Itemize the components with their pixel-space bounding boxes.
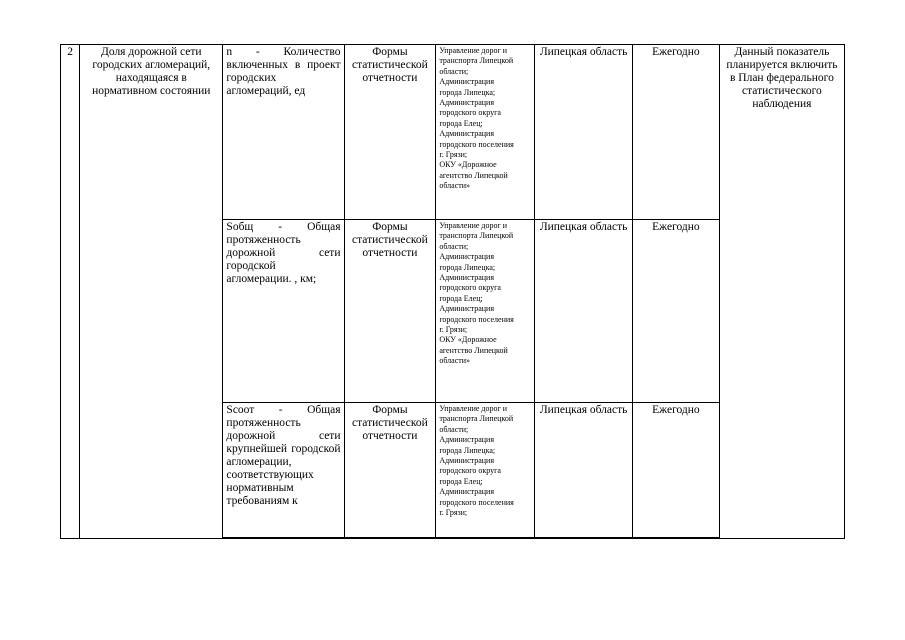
responsible-line: ОКУ «Дорожное — [439, 335, 497, 345]
responsible-line: области; — [439, 241, 469, 251]
frequency: Ежегодно — [633, 220, 720, 403]
reporting-level: Липецкая область — [535, 220, 633, 403]
responsible-line: городского округа — [439, 283, 501, 293]
responsible-line: города Липецка; — [439, 445, 496, 455]
frequency: Ежегодно — [633, 403, 720, 539]
frequency: Ежегодно — [633, 45, 720, 220]
responsible-line: Управление дорог и — [439, 404, 508, 413]
data-source: Формы статистической отчетности — [344, 403, 436, 539]
responsible-line: Управление дорог и — [439, 46, 508, 55]
responsible-line: области; — [439, 66, 469, 76]
row-number: 2 — [61, 45, 80, 539]
responsible-line: транспорта Липецкой — [439, 231, 514, 241]
responsible-line: транспорта Липецкой — [439, 56, 514, 66]
responsible-line: города Липецка; — [439, 87, 496, 97]
responsible-line: транспорта Липецкой — [439, 414, 514, 424]
indicator-name: Доля дорожной сети городских агломераций, находящаяся в нормативном состоянии — [80, 45, 223, 539]
responsible-line: Администрация — [439, 435, 495, 445]
data-source: Формы статистической отчетности — [344, 220, 436, 403]
reporting-level: Липецкая область — [535, 403, 633, 539]
responsible-bodies — [436, 45, 535, 220]
responsible-line: городского поселения — [439, 139, 514, 149]
responsible-line: Администрация — [439, 304, 495, 314]
responsible-line: ОКУ «Дорожное — [439, 160, 497, 170]
responsible-line: города Елец; — [439, 476, 483, 486]
responsible-bodies — [436, 403, 535, 539]
responsible-line: г. Грязи; — [439, 150, 468, 160]
responsible-line: Администрация — [439, 129, 495, 139]
variable-definition: n - Количество включенных в проект городских агломераций, ед — [223, 45, 344, 220]
variable-definition: Sобщ - Общая протяженность дорожной сети городской агломерации. , км; — [223, 220, 344, 403]
responsible-line: городского поселения — [439, 314, 514, 324]
responsible-bodies — [436, 220, 535, 403]
responsible-line: городского округа — [439, 466, 501, 476]
table-row — [61, 45, 845, 220]
responsible-line: города Елец; — [439, 118, 483, 128]
responsible-line: Администрация — [439, 487, 495, 497]
responsible-line: области» — [439, 356, 471, 366]
responsible-line: агентство Липецкой — [439, 170, 508, 180]
reporting-level: Липецкая область — [535, 45, 633, 220]
responsible-line: области» — [439, 181, 471, 191]
responsible-line: Администрация — [439, 98, 495, 108]
responsible-line: области; — [439, 424, 469, 434]
responsible-line: города Елец; — [439, 293, 483, 303]
responsible-line: Администрация — [439, 252, 495, 262]
responsible-line: Управление дорог и — [439, 221, 508, 230]
indicator-table — [60, 44, 845, 539]
responsible-line: Администрация — [439, 456, 495, 466]
responsible-line: агентство Липецкой — [439, 345, 508, 355]
responsible-line: городского округа — [439, 108, 501, 118]
responsible-line: городского поселения — [439, 497, 514, 507]
responsible-line: Администрация — [439, 273, 495, 283]
note: Данный показатель планируется включить в План федерального статистического наблюдения — [719, 45, 844, 539]
responsible-line: Администрация — [439, 77, 495, 87]
responsible-line: г. Грязи; — [439, 325, 468, 335]
data-source: Формы статистической отчетности — [344, 45, 436, 220]
variable-definition: Sсоот - Общая протяженность дорожной сети крупнейшей городской агломерации, соответствующих нормативным требованиям к — [223, 403, 344, 539]
responsible-line: города Липецка; — [439, 262, 496, 272]
responsible-line: г. Грязи; — [439, 508, 468, 518]
